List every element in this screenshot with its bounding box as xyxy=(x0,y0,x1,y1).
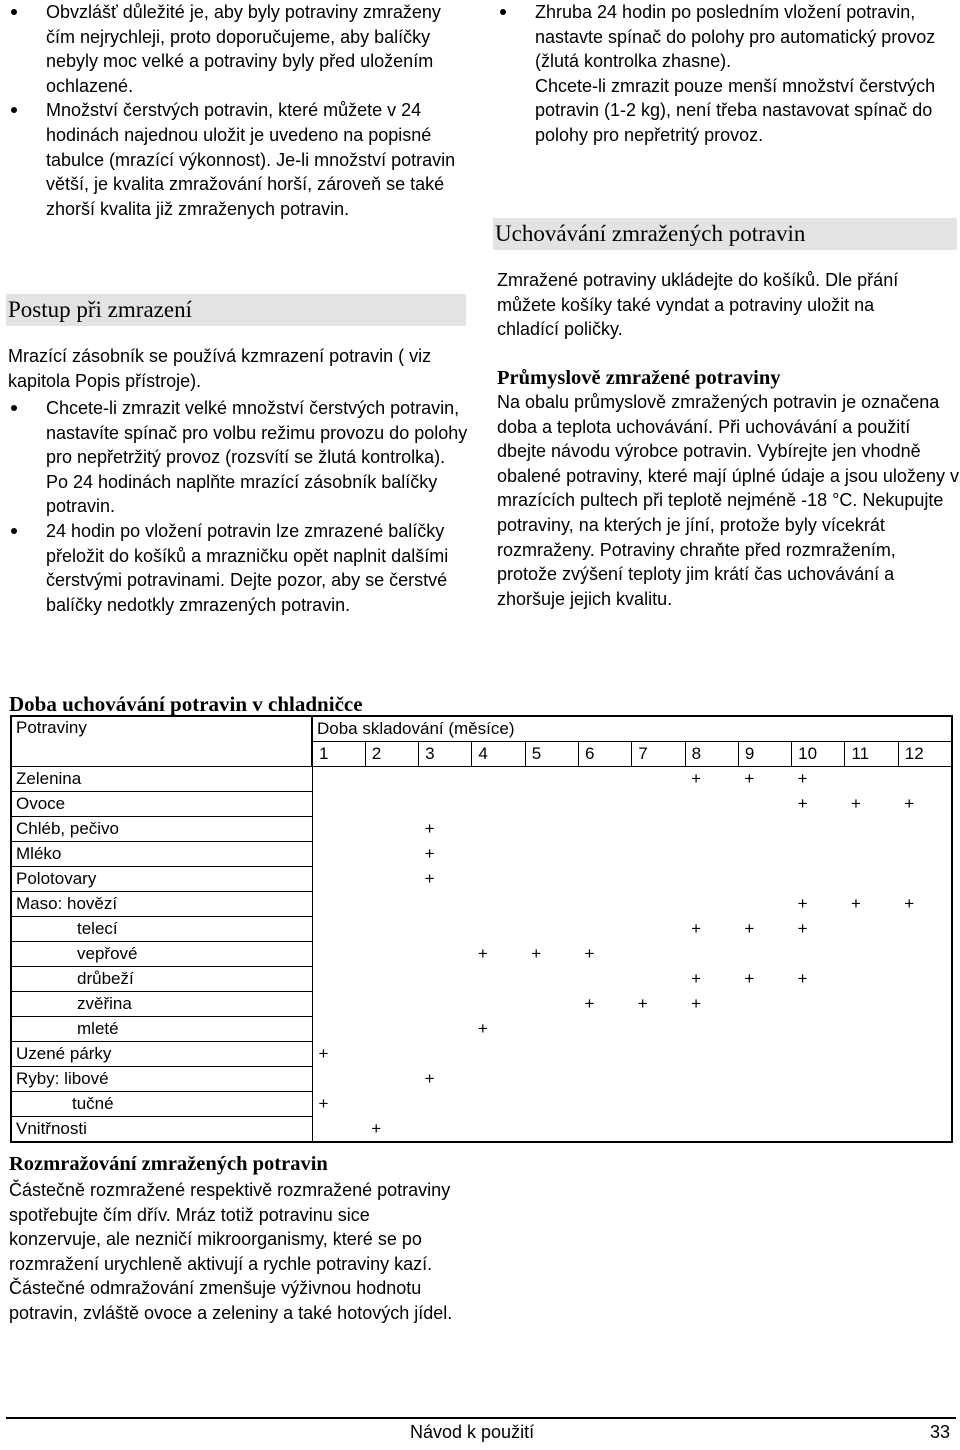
food-label-cell: Uzené párky xyxy=(11,1042,312,1067)
storage-mark-cell xyxy=(472,817,525,842)
storage-mark-cell xyxy=(419,1117,472,1143)
food-label-cell: Chléb, pečivo xyxy=(11,817,312,842)
storage-mark-cell xyxy=(738,1117,791,1143)
storage-mark-cell xyxy=(312,767,365,792)
storage-mark-cell xyxy=(472,842,525,867)
storage-mark-cell xyxy=(525,892,578,917)
storage-mark-cell xyxy=(365,1092,418,1117)
storage-mark-cell xyxy=(632,792,685,817)
period-column-header: Doba skladování (měsíce) xyxy=(312,716,952,742)
storage-mark-cell: + xyxy=(318,1094,329,1113)
month-header-cell: 10 xyxy=(792,742,845,767)
storage-mark-cell xyxy=(472,1067,525,1092)
storage-mark-cell xyxy=(632,942,685,967)
storage-mark-cell xyxy=(419,1042,472,1067)
storage-mark-cell xyxy=(472,1117,525,1143)
storage-mark-cell: + xyxy=(738,767,791,792)
storage-mark-cell xyxy=(685,1017,738,1042)
storage-mark-cell: + xyxy=(424,819,435,838)
storage-mark-cell xyxy=(525,917,578,942)
storage-mark-cell: + xyxy=(744,969,755,988)
month-header-cell: 8 xyxy=(685,742,738,767)
storage-mark-cell xyxy=(792,1117,845,1143)
storage-mark-cell xyxy=(365,1017,418,1042)
storage-mark-cell xyxy=(525,767,578,792)
month-header-cell: 2 xyxy=(365,742,418,767)
storage-mark-cell xyxy=(898,1042,951,1067)
storage-mark-cell xyxy=(845,1017,898,1042)
storage-mark-cell: + xyxy=(637,994,648,1013)
storage-mark-cell xyxy=(472,1092,525,1117)
storage-mark-cell xyxy=(898,1092,951,1117)
storage-mark-cell xyxy=(312,1117,365,1143)
storage-mark-cell xyxy=(738,942,791,967)
storage-mark-cell xyxy=(578,792,631,817)
storage-mark-cell xyxy=(525,1067,578,1092)
month-header-cell: 4 xyxy=(472,742,525,767)
storage-mark-cell: + xyxy=(531,944,542,963)
storage-mark-cell xyxy=(525,967,578,992)
storage-mark-cell xyxy=(312,917,365,942)
storage-mark-cell xyxy=(472,892,525,917)
storage-mark-cell xyxy=(578,1117,631,1143)
food-label-cell: Polotovary xyxy=(11,867,312,892)
storage-mark-cell xyxy=(632,1042,685,1067)
storage-mark-cell xyxy=(898,1017,951,1042)
footer-divider xyxy=(6,1417,956,1419)
storage-mark-cell xyxy=(525,842,578,867)
storage-mark-cell xyxy=(738,1067,791,1092)
month-header-cell: 3 xyxy=(419,742,472,767)
storage-mark-cell xyxy=(792,1067,845,1092)
storage-mark-cell xyxy=(898,1117,951,1143)
month-header-cell: 12 xyxy=(898,742,951,767)
storage-mark-cell: + xyxy=(898,792,951,817)
storage-mark-cell xyxy=(312,967,365,992)
storage-mark-cell xyxy=(685,892,738,917)
storage-mark-cell xyxy=(792,817,845,842)
storage-mark-cell xyxy=(312,892,365,917)
storage-mark-cell xyxy=(898,867,951,892)
thawing-heading: Rozmražování zmražených potravin xyxy=(9,1153,328,1175)
storage-mark-cell: + xyxy=(691,919,702,938)
storage-mark-cell xyxy=(738,817,791,842)
food-label-cell: telecí xyxy=(11,917,312,942)
table-row xyxy=(11,767,952,792)
storage-mark-cell xyxy=(365,942,418,967)
storage-mark-cell xyxy=(525,867,578,892)
table-row xyxy=(11,917,952,942)
list-item: Množství čerstvých potravin, které můžete v 24 hodinách najednou uložit je uvedeno na popisné tabulce (mrazící výkonnost). Je-li množství potravin větší, je kvalita zmražování horší, zároveň se také zhorší kvalita již zmraženych potravin. xyxy=(8,98,468,221)
storage-mark-cell xyxy=(365,992,418,1017)
storage-mark-cell xyxy=(685,817,738,842)
storage-mark-cell xyxy=(472,767,525,792)
storage-mark-cell xyxy=(792,1017,845,1042)
storage-mark-cell xyxy=(578,917,631,942)
list-item: Chcete-li zmrazit velké množství čerstvých potravin, nastavíte spínač pro volbu režimu provozu do polohy pro nepřetržitý provoz (rozsvítí se žlutá kontrolka). Po 24 hodinách naplňte mrazící zásobník balíčky potravin. xyxy=(8,396,468,519)
food-label-cell: Ovoce xyxy=(11,792,312,817)
storage-mark-cell xyxy=(685,867,738,892)
storage-mark-cell xyxy=(578,842,631,867)
storage-mark-cell xyxy=(312,992,365,1017)
storage-mark-cell: + xyxy=(744,919,755,938)
storage-mark-cell xyxy=(419,942,472,967)
food-label-cell: Mléko xyxy=(11,842,312,867)
storage-mark-cell xyxy=(312,942,365,967)
table-title: Doba uchovávání potravin v chladničce xyxy=(9,692,363,716)
storage-mark-cell xyxy=(472,917,525,942)
storage-mark-cell xyxy=(898,942,951,967)
storage-mark-cell: + xyxy=(318,1044,329,1063)
storage-mark-cell xyxy=(365,1042,418,1067)
storage-mark-cell xyxy=(578,1067,631,1092)
storage-mark-cell xyxy=(312,1017,365,1042)
storage-mark-cell xyxy=(685,1117,738,1143)
storage-mark-cell xyxy=(632,1067,685,1092)
storage-mark-cell: + xyxy=(584,994,595,1013)
storage-mark-cell xyxy=(312,1067,365,1092)
food-label-cell: zvěřina xyxy=(11,992,312,1017)
storage-mark-cell xyxy=(365,917,418,942)
footer-title: Návod k použití xyxy=(410,1422,535,1442)
storage-mark-cell xyxy=(738,867,791,892)
section-heading-storage: Uchovávání zmražených potravin xyxy=(493,218,957,250)
storage-mark-cell xyxy=(738,792,791,817)
storage-mark-cell xyxy=(845,917,898,942)
storage-mark-cell xyxy=(472,867,525,892)
table-row xyxy=(11,792,952,817)
storage-mark-cell xyxy=(419,1017,472,1042)
storage-mark-cell xyxy=(578,867,631,892)
storage-mark-cell xyxy=(898,967,951,992)
storage-mark-cell xyxy=(632,817,685,842)
storage-mark-cell xyxy=(845,942,898,967)
storage-mark-cell xyxy=(898,992,951,1017)
storage-mark-cell xyxy=(578,817,631,842)
storage-mark-cell xyxy=(792,867,845,892)
storage-mark-cell xyxy=(525,792,578,817)
storage-mark-cell xyxy=(632,867,685,892)
storage-mark-cell xyxy=(312,867,365,892)
storage-mark-cell xyxy=(845,767,898,792)
storage-mark-cell xyxy=(419,892,472,917)
storage-mark-cell xyxy=(738,1042,791,1067)
month-header-cell: 11 xyxy=(845,742,898,767)
storage-mark-cell xyxy=(578,1092,631,1117)
storage-mark-cell xyxy=(419,917,472,942)
storage-mark-cell: + xyxy=(797,969,808,988)
auto-mode-text: Zhruba 24 hodin po posledním vložení potravin, nastavte spínač do polohy pro automatický provoz (žlutá kontrolka zhasne). xyxy=(535,2,936,72)
industrial-heading: Průmyslově zmražené potraviny xyxy=(497,367,781,389)
freezing-intro: Mrazící zásobník se používá kzmrazení potravin ( viz kapitola Popis přístroje). xyxy=(8,346,432,391)
storage-mark-cell xyxy=(685,792,738,817)
storage-mark-cell xyxy=(632,767,685,792)
section-heading-freezing: Postup při zmrazení xyxy=(6,294,466,326)
storage-mark-cell xyxy=(738,992,791,1017)
storage-mark-cell xyxy=(685,1067,738,1092)
storage-mark-cell: + xyxy=(584,944,595,963)
storage-mark-cell xyxy=(845,967,898,992)
storage-mark-cell xyxy=(365,792,418,817)
industrial-text: Na obalu průmyslově zmražených potravin je označena doba a teplota uchovávání. Při uchovávání a použití dbejte návodu výrobce potravin. Vybírejte jen vhodně obalené potraviny, které mají úplné údaje a jsou uloženy v mrazících pultech při teplotě nejméně -18 °C. Nekupujte potraviny, na kterých je jíní, protože byly vícekrát rozmraženy. Potraviny chraňte před rozmražením, protože zvýšení teploty jim krátí čas uchovávání a zhoršuje jejich kvalitu. xyxy=(497,392,959,609)
storage-mark-cell xyxy=(419,992,472,1017)
right-column xyxy=(497,0,959,148)
list-item: 24 hodin po vložení potravin lze zmrazené balíčky přeložit do košíků a mrazničku opět naplnit dalšími čerstvými potravinami. Dejte pozor, aby se čerstvé balíčky nedotkly zmrazených potravin. xyxy=(8,519,468,617)
table-row xyxy=(11,817,952,842)
storage-mark-cell xyxy=(632,1017,685,1042)
storage-mark-cell xyxy=(578,1017,631,1042)
storage-mark-cell xyxy=(419,767,472,792)
small-quantity-text: Chcete-li zmrazit pouze menší množství čerstvých potravin (1-2 kg), není třeba nastavovat spínač do polohy pro nepřetritý provoz. xyxy=(535,75,936,145)
storage-mark-cell xyxy=(738,1017,791,1042)
storage-mark-cell xyxy=(525,1017,578,1042)
table-row xyxy=(11,992,952,1017)
storage-mark-cell xyxy=(898,842,951,867)
table-header-row xyxy=(11,716,952,742)
storage-mark-cell xyxy=(365,1067,418,1092)
storage-mark-cell xyxy=(578,767,631,792)
storage-mark-cell xyxy=(898,917,951,942)
storage-mark-cell xyxy=(312,817,365,842)
storage-mark-cell xyxy=(845,817,898,842)
storage-mark-cell xyxy=(525,817,578,842)
storage-mark-cell xyxy=(738,842,791,867)
storage-mark-cell xyxy=(898,1067,951,1092)
food-label-cell: Maso: hovězí xyxy=(11,892,312,917)
storage-mark-cell xyxy=(365,892,418,917)
storage-mark-cell: + xyxy=(792,767,845,792)
month-header-cell: 6 xyxy=(578,742,631,767)
left-column xyxy=(8,0,468,221)
storage-mark-cell xyxy=(365,867,418,892)
storage-mark-cell xyxy=(312,842,365,867)
storage-mark-cell xyxy=(685,1092,738,1117)
month-header-cell: 9 xyxy=(738,742,791,767)
storage-mark-cell xyxy=(685,942,738,967)
month-header-cell: 5 xyxy=(525,742,578,767)
storage-mark-cell xyxy=(792,942,845,967)
storage-mark-cell xyxy=(419,967,472,992)
storage-mark-cell: + xyxy=(424,869,435,888)
storage-mark-cell: + xyxy=(850,894,861,913)
month-header-cell: 1 xyxy=(312,742,365,767)
food-label-cell: tučné xyxy=(11,1092,312,1117)
storage-mark-cell: + xyxy=(850,794,861,813)
storage-mark-cell: + xyxy=(477,944,488,963)
food-label-cell: Ryby: libové xyxy=(11,1067,312,1092)
storage-mark-cell xyxy=(365,817,418,842)
storage-mark-cell xyxy=(632,1117,685,1143)
storage-mark-cell xyxy=(525,1092,578,1117)
storage-mark-cell xyxy=(472,1042,525,1067)
storage-mark-cell: + xyxy=(898,892,951,917)
freezing-steps-list xyxy=(8,396,468,617)
storage-mark-cell xyxy=(525,1117,578,1143)
table-row xyxy=(11,1067,952,1092)
storage-mark-cell: + xyxy=(424,1069,435,1088)
storage-mark-cell xyxy=(792,1092,845,1117)
storage-mark-cell xyxy=(845,867,898,892)
table-row xyxy=(11,967,952,992)
storage-mark-cell xyxy=(845,1042,898,1067)
table-row xyxy=(11,1042,952,1067)
storage-mark-cell xyxy=(685,1042,738,1067)
storage-mark-cell xyxy=(472,992,525,1017)
food-label-cell: Zelenina xyxy=(11,767,312,792)
auto-mode-list xyxy=(497,0,959,148)
storage-mark-cell xyxy=(365,767,418,792)
table-row xyxy=(11,1017,952,1042)
table-row xyxy=(11,1092,952,1117)
storage-mark-cell xyxy=(632,967,685,992)
list-item xyxy=(497,0,959,148)
storage-mark-cell xyxy=(525,1042,578,1067)
thawing-text: Částečně rozmražené respektivě rozmražené potraviny spotřebujte čím dřív. Mráz totiž potravinu sice konzervuje, ale nezničí mikroorganismy, které se po rozmražení urychleně aktivují a rychle potraviny kazí. Částečné odmražování zmenšuje výživnou hodnotu potravin, zvláště ovoce a zeleniny a také hotových jídel. xyxy=(9,1180,453,1323)
storage-mark-cell xyxy=(738,892,791,917)
storage-mark-cell: + xyxy=(797,794,808,813)
storage-mark-cell: + xyxy=(685,767,738,792)
storage-mark-cell xyxy=(845,842,898,867)
storage-mark-cell xyxy=(845,992,898,1017)
table-row xyxy=(11,892,952,917)
storage-mark-cell xyxy=(525,992,578,1017)
storage-mark-cell xyxy=(578,967,631,992)
storage-mark-cell xyxy=(472,792,525,817)
storage-mark-cell xyxy=(365,842,418,867)
freezing-tips-list xyxy=(8,0,468,221)
storage-mark-cell xyxy=(578,892,631,917)
storage-mark-cell: + xyxy=(797,919,808,938)
storage-mark-cell: + xyxy=(797,894,808,913)
storage-mark-cell xyxy=(632,1092,685,1117)
storage-mark-cell: + xyxy=(477,1019,488,1038)
storage-mark-cell xyxy=(792,842,845,867)
month-header-cell: 7 xyxy=(632,742,685,767)
storage-mark-cell xyxy=(845,1092,898,1117)
storage-mark-cell xyxy=(312,792,365,817)
storage-mark-cell xyxy=(845,1067,898,1092)
storage-text: Zmražené potraviny ukládejte do košíků. Dle přání můžete košíky také vyndat a potraviny uložit na chladící poličky. xyxy=(497,270,899,340)
page-number: 33 xyxy=(930,1422,951,1442)
storage-mark-cell xyxy=(792,1042,845,1067)
storage-mark-cell xyxy=(898,817,951,842)
storage-mark-cell: + xyxy=(691,994,702,1013)
table-row xyxy=(11,867,952,892)
storage-mark-cell xyxy=(898,767,951,792)
storage-mark-cell xyxy=(632,917,685,942)
storage-mark-cell: + xyxy=(365,1117,418,1143)
storage-mark-cell xyxy=(419,792,472,817)
food-label-cell: Vnitřnosti xyxy=(11,1117,312,1143)
storage-mark-cell xyxy=(365,967,418,992)
storage-mark-cell xyxy=(738,1092,791,1117)
storage-mark-cell xyxy=(578,1042,631,1067)
food-label-cell: vepřové xyxy=(11,942,312,967)
storage-mark-cell: + xyxy=(691,969,702,988)
storage-mark-cell xyxy=(845,1117,898,1143)
list-item: Obvzlášť důležité je, aby byly potraviny zmraženy čím nejrychleji, proto doporučujeme, aby balíčky nebyly moc velké a potraviny byly před uložením ochlazené. xyxy=(8,0,468,98)
food-column-header: Potraviny xyxy=(11,716,312,767)
table-row xyxy=(11,1117,952,1143)
storage-mark-cell xyxy=(419,1092,472,1117)
storage-mark-cell xyxy=(472,967,525,992)
food-label-cell: drůbeží xyxy=(11,967,312,992)
storage-mark-cell xyxy=(632,892,685,917)
food-label-cell: mleté xyxy=(11,1017,312,1042)
storage-period-table xyxy=(10,715,953,1143)
storage-mark-cell xyxy=(632,842,685,867)
storage-mark-cell xyxy=(792,992,845,1017)
table-row xyxy=(11,842,952,867)
storage-mark-cell xyxy=(685,842,738,867)
storage-mark-cell: + xyxy=(424,844,435,863)
table-row xyxy=(11,942,952,967)
